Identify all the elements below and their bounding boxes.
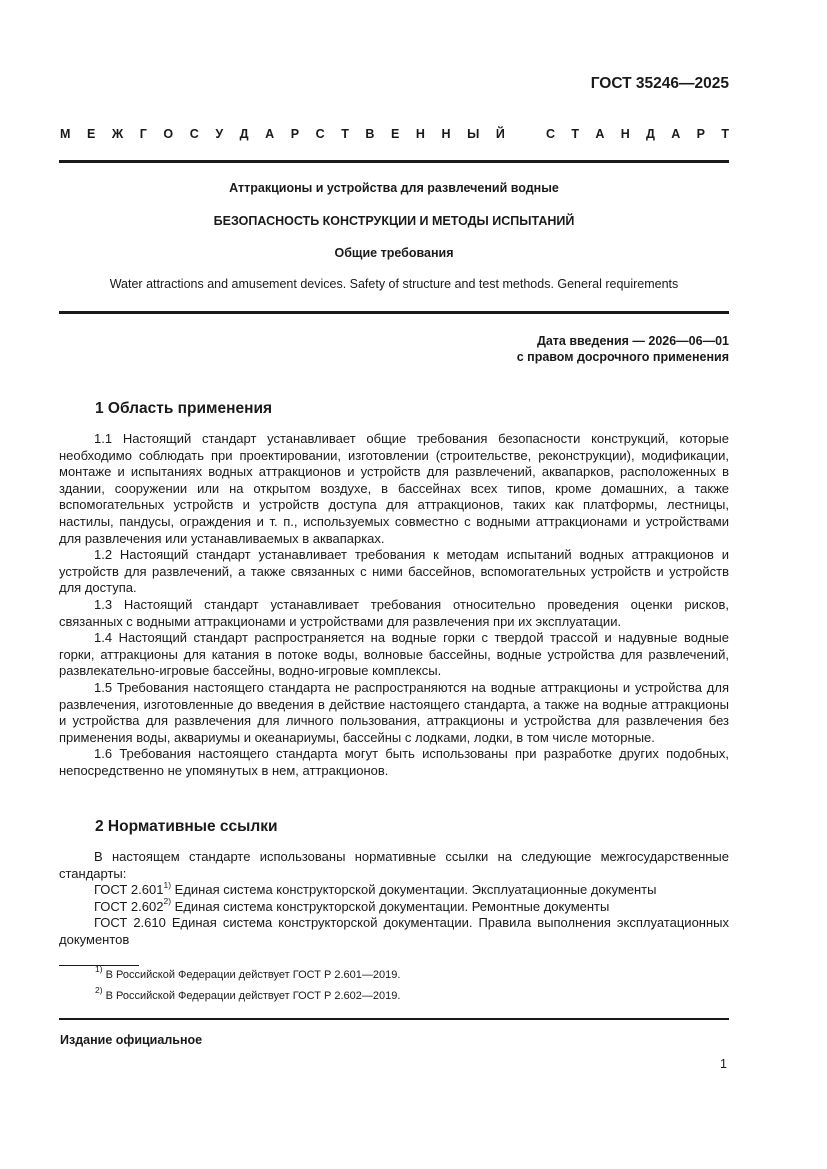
section-1-paragraph: 1.3 Настоящий стандарт устанавливает требования относительно проведения оценки рисков, связанных с водными аттракционами и устройствами для развлечения при их эксплуатации. <box>59 596 729 629</box>
standard-type-letter: Т <box>571 127 579 141</box>
top-rule <box>59 160 729 163</box>
reference-code: ГОСТ 2.610 <box>94 915 166 931</box>
section-2-intro: В настоящем стандарте использованы нормативные ссылки на следующие межгосударственные стандарты: <box>59 849 729 881</box>
introduction-date-line: Дата введения — 2026—06—01 <box>536 334 729 348</box>
section-1-paragraph: 1.6 Требования настоящего стандарта могут быть использованы при разработке других подобных, непосредственно не упомянутых в нем, аттракционов. <box>59 746 729 778</box>
footnote-text: В Российской Федерации действует ГОСТ Р 2.601—2019. <box>102 969 401 981</box>
standard-type-letter: Т <box>721 127 729 141</box>
section-2-heading <box>95 818 278 836</box>
footnote-text: В Российской Федерации действует ГОСТ Р 2.602—2019. <box>102 990 401 1002</box>
section-2-heading-text: 2 Нормативные ссылки <box>95 818 278 835</box>
reference-title: Единая система конструкторской документации. Ремонтные документы <box>171 898 610 914</box>
section-2-body <box>59 849 729 949</box>
title-line-2: БЕЗОПАСНОСТЬ КОНСТРУКЦИИ И МЕТОДЫ ИСПЫТАНИЙ <box>213 214 575 228</box>
section-1-paragraph: 1.5 Требования настоящего стандарта не распространяются на водные аттракционы и устройства для развлечения, изготовленные до введения в действие настоящего стандарта, а также на водные аттракционы и устройства для развлечения для личного пользования, аттракционы и устройства для развлечения без применения воды, аквариумы и океанариумы, бассейны с лодками, лодки, в том числе моторные. <box>59 679 729 745</box>
standard-type-letter: Д <box>646 127 655 141</box>
reference-item <box>59 896 729 916</box>
section-1-paragraph: 1.2 Настоящий стандарт устанавливает требования к методам испытаний водных аттракционов и устройств для развлечений, а также связанных с ними бассейнов, вспомогательных устройств и устройств для доступа. <box>59 547 729 596</box>
title-bottom-rule <box>59 311 729 314</box>
section-1-paragraph: 1.4 Настоящий стандарт распространяется на водные горки с твердой трассой и надувные водные горки, аттракционы для катания в потоке воды, волновые бассейны, водные устройства для развлечений, развлекательно-игровые бассейны, водно-игровые комплексы. <box>59 630 729 679</box>
footer-rule <box>59 1018 729 1020</box>
standard-type-letter: У <box>215 127 224 141</box>
standard-type-letter: Г <box>139 127 147 141</box>
standard-type-letter: Н <box>441 127 451 141</box>
footnote-item <box>95 985 401 1002</box>
standard-type-letter: О <box>163 127 174 141</box>
title-line-3: Общие требования <box>334 246 454 260</box>
footnote-marker: 2) <box>163 896 172 907</box>
introduction-date <box>517 333 729 365</box>
footnote-marker: 2) <box>95 985 103 996</box>
gost-number: ГОСТ 35246—2025 <box>590 75 729 92</box>
standard-type-letter: Д <box>239 127 249 141</box>
standard-type-letter: Й <box>495 127 505 141</box>
section-1-paragraph: 1.1 Настоящий стандарт устанавливает общие требования безопасности конструкций, которые необходимо соблюдать при проектировании, изготовлении (строительстве, реконструкции), модификации, монтаже и испытаниях водных аттракционов и устройств для развлечений, аквапарков, расположенных в здании, сооружении или на открытом воздухе, в бассейнах всех типов, кроме домашних, а также вспомогательных устройств и устройств доступа для аттракционов, таких как платформы, лестницы, настилы, пандусы, ограждения и т. п., используемых совместно с водными аттракционами и устройствами для развлечения или устанавливаемых в аквапарках. <box>59 431 729 546</box>
title-english: Water attractions and amusement devices. Safety of structure and test methods. General requirements <box>109 277 679 291</box>
references-list <box>59 879 729 948</box>
standard-type-letter: Е <box>391 127 400 141</box>
standard-type-word-2 <box>546 127 729 141</box>
standard-type-letter: Е <box>86 127 96 141</box>
standard-type-letter: С <box>189 127 199 141</box>
edition-label: Издание официальное <box>60 1033 203 1047</box>
page-number: 1 <box>720 1057 727 1071</box>
standard-type-letter: Р <box>696 127 705 141</box>
standard-type-letter: Ж <box>111 127 124 141</box>
standard-type-letter: В <box>365 127 375 141</box>
standard-type-letter: А <box>595 127 605 141</box>
standard-type-letter: С <box>546 127 556 141</box>
section-1-body <box>59 431 729 779</box>
reference-code: ГОСТ 2.602 <box>94 898 164 914</box>
standard-type-letter: С <box>315 127 325 141</box>
footnote-marker: 1) <box>163 879 172 890</box>
standard-type-letter: Р <box>290 127 300 141</box>
reference-title: Единая система конструкторской документации. Эксплуатационные документы <box>171 882 657 898</box>
standard-type-letter: Ы <box>467 127 480 141</box>
standard-type-letter: Н <box>415 127 425 141</box>
section-1-heading-text: 1 Область применения <box>95 400 273 417</box>
standard-type-letter: М <box>60 127 71 141</box>
reference-code: ГОСТ 2.601 <box>94 882 164 898</box>
reference-item <box>59 915 729 948</box>
standard-type-letter: А <box>265 127 275 141</box>
footnote-marker: 1) <box>95 964 103 975</box>
standard-type-letter: Н <box>620 127 630 141</box>
standard-type-letter: Т <box>341 127 349 141</box>
title-line-1: Аттракционы и устройства для развлечений водные <box>229 181 559 195</box>
standard-type-word-1 <box>60 127 505 141</box>
reference-title: Единая система конструкторской документации. Правила выполнения эксплуатационных документов <box>59 915 729 947</box>
early-application-line: с правом досрочного применения <box>516 350 729 364</box>
reference-item <box>59 879 729 899</box>
standard-type-heading <box>60 127 729 141</box>
standard-type-letter: А <box>671 127 681 141</box>
footnote-item <box>95 964 401 981</box>
section-1-heading <box>95 400 272 418</box>
